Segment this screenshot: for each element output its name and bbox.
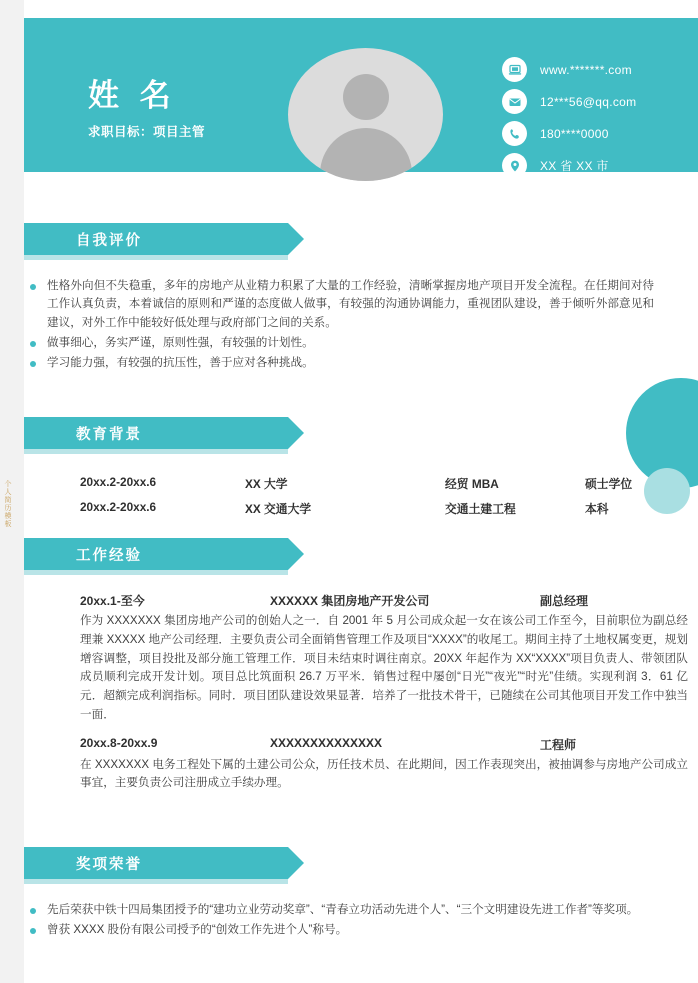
job-header [80,592,688,609]
section-header-education [24,417,288,449]
job-date: 20xx.1-至今 [80,594,145,608]
contact-item-website [502,54,636,85]
contact-location-text: XX 省 XX 市 [540,159,609,173]
job-company: XXXXXX 集团房地产开发公司 [270,594,430,608]
contact-phone-text: 180****0000 [540,126,609,141]
work-experience-list [80,592,688,793]
education-major: 交通土建工程 [445,502,516,516]
list-item: 先后荣获中铁十四局集团授予的“建功立业劳动奖章”、“青春立功活动先进个人”、“三个文明建设先进工作者”等奖项。 [24,901,654,919]
avatar-body-shape [320,128,412,181]
location-pin-icon [502,153,527,178]
education-major: 经贸 MBA [445,477,499,491]
job-description: 作为 XXXXXXX 集团房地产公司的创始人之一．自 2001 年 5 月公司成众起一女在该公司工作至今，目前职位为副总经理兼 XXXXX 地产公司经理．主要负责公司全面销售管理工作及项目“XXXX”的收尾工。期间主持了土地权属变更，规划增容调整，项目投批及部分施工管理工作．项目未结束时调往南京。20XX 年起作为 XX“XXXX”项目负责人、带领团队成员顺利完成开发计划。项目总比筑面积 26.7 万平米．销售过程中屡创“日光”“夜光”“时光”佳绩。实现利润 3．61 亿元．超额完成利润指标。同时．项目团队建设效果显著．培养了一批技术骨干，已随续在公司其他项目开发工作中独当一面． [80,614,688,721]
left-edge-strip [0,0,24,983]
laptop-icon [502,57,527,82]
awards-list [24,901,654,940]
contact-item-phone [502,118,636,149]
section-work-experience [24,538,688,804]
education-school: XX 大学 [245,477,288,491]
ribbon-shadow [24,449,288,454]
table-row [80,471,698,496]
list-item: 做事细心，务实严谨，原则性强，有较强的计划性。 [24,334,654,352]
page-title: 姓 名 [88,78,177,113]
self-evaluation-list [24,277,654,373]
section-awards [24,847,674,942]
section-header-self-evaluation [24,223,288,255]
section-title-awards: 奖项荣誉 [76,856,142,873]
job-title: 工程师 [540,737,577,752]
education-table [80,471,698,521]
education-date: 20xx.2-20xx.6 [80,500,157,514]
job-company: XXXXXXXXXXXXXX [270,735,383,750]
ribbon-shadow [24,570,288,575]
section-header-work-experience [24,538,288,570]
contact-list [502,54,636,182]
job-title: 副总经理 [540,594,589,608]
section-self-evaluation [24,223,674,375]
education-school: XX 交通大学 [245,502,312,516]
work-experience-item [80,592,688,725]
ribbon-shadow [24,255,288,260]
section-education [24,417,674,521]
contact-website-text: www.*******.com [540,62,632,77]
contact-item-location [502,150,636,181]
job-date: 20xx.8-20xx.9 [80,735,158,750]
job-objective: 求职目标：项目主管 [88,125,206,139]
contact-email-text: 12***56@qq.com [540,94,637,109]
section-title-self-evaluation: 自我评价 [76,232,142,249]
side-note-text: 个人简历模板 [4,480,11,528]
list-item: 性格外向但不失稳重，多年的房地产从业精力积累了大量的工作经验，清晰掌握房地产项目开发全流程。在任期间对待工作认真负责，本着诚信的原则和严谨的态度做人做事，有较强的沟通协调能力，重视团队建设，善于倾听外部意见和建议，对外工作中能较好低处理与政府部门之间的关系。 [24,277,654,332]
job-header [80,736,688,753]
avatar-head-shape [343,74,389,120]
contact-item-email [502,86,636,117]
phone-icon [502,121,527,146]
education-degree: 本科 [585,502,609,516]
ribbon-shadow [24,879,288,884]
resume-header [24,18,698,172]
avatar [288,48,443,181]
section-header-awards [24,847,288,879]
education-date: 20xx.2-20xx.6 [80,475,157,489]
list-item: 学习能力强，有较强的抗压性，善于应对各种挑战。 [24,354,654,372]
envelope-icon [502,89,527,114]
job-description: 在 XXXXXXX 电务工程处下属的土建公司公众，历任技术员、在此期间，因工作表现突出，被抽调参与房地产公司成立事宜，主要负责公司注册成立手续办理。 [80,757,688,790]
section-title-work-experience: 工作经验 [76,547,142,564]
table-row [80,496,698,521]
section-title-education: 教育背景 [76,426,142,443]
work-experience-item [80,736,688,794]
education-degree: 硕士学位 [585,477,633,491]
list-item: 曾获 XXXX 股份有限公司授予的“创效工作先进个人”称号。 [24,921,654,939]
